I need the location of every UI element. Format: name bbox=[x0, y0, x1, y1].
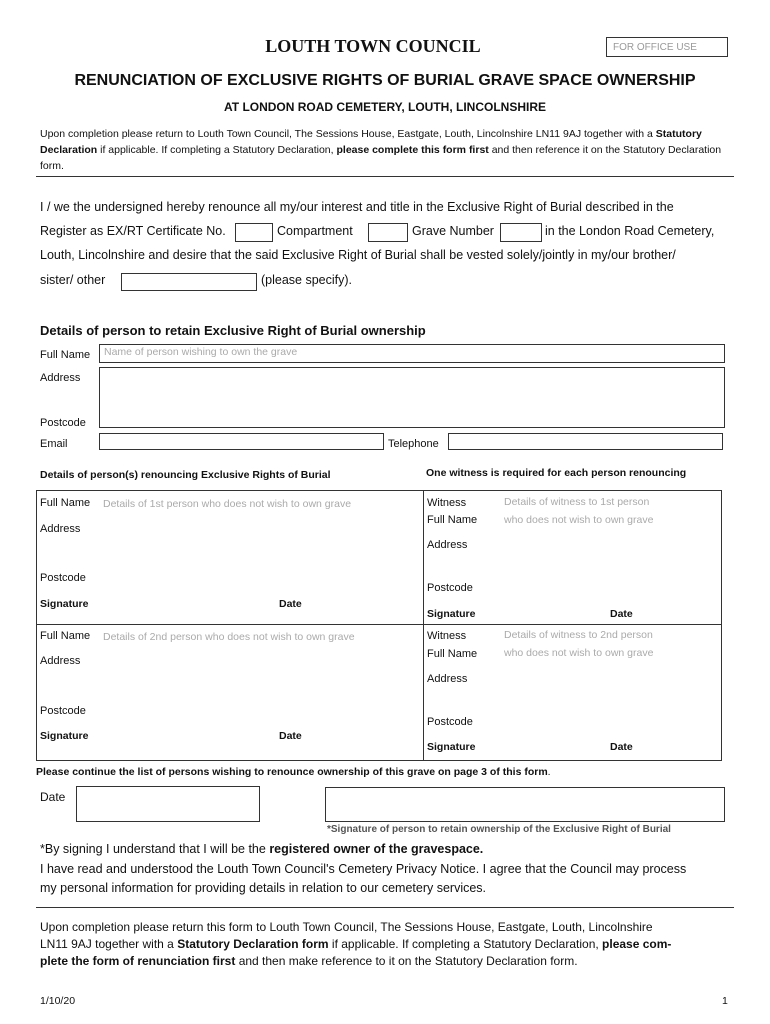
footer-line-3: plete the form of renunciation first and then make reference to it on the Statutory Declaration form. bbox=[40, 954, 578, 968]
privacy-line-1: I have read and understood the Louth Town Council's Cemetery Privacy Notice. I agree that the Council may process bbox=[40, 862, 687, 876]
person2-name-input[interactable]: Details of 2nd person who does not wish to own grave bbox=[103, 631, 355, 643]
form-heading: RENUNCIATION OF EXCLUSIVE RIGHTS OF BURIAL GRAVE SPACE OWNERSHIP bbox=[74, 72, 696, 89]
declaration-line-3: Louth, Lincolnshire and desire that the said Exclusive Right of Burial shall be vested solely/jointly in my/our brother/ bbox=[40, 248, 676, 262]
person2-postcode-label: Postcode bbox=[40, 705, 86, 717]
renouncing-table bbox=[36, 490, 722, 761]
retain-email-label: Email bbox=[40, 438, 68, 450]
other-specify-input[interactable] bbox=[121, 273, 257, 291]
intro-text: Upon completion please return to Louth Town Council, The Sessions House, Eastgate, Louth, Lincolnshire LN11 9AJ together with a Statutory Declaration if applicable. If completing a Statutory Declaration, please complete this form first and then reference it on the Statutory Declaration form. bbox=[40, 128, 722, 172]
declaration-line-2b: Compartment bbox=[277, 224, 353, 238]
witness2-full-name-label: Full Name bbox=[427, 648, 478, 660]
table-row-divider bbox=[36, 624, 722, 625]
signing-understand: *By signing I understand that I will be the registered owner of the gravespace. bbox=[40, 842, 484, 856]
witness2-signature-label: Signature bbox=[427, 741, 476, 753]
divider bbox=[36, 176, 734, 177]
declaration-line-1: I / we the undersigned hereby renounce all my/our interest and title in the Exclusive Right of Burial described in the bbox=[40, 200, 674, 214]
person1-address-label: Address bbox=[40, 523, 81, 535]
declaration-line-2a: Register as EX/RT Certificate No. bbox=[40, 224, 226, 238]
person1-date-label: Date bbox=[279, 598, 302, 610]
declaration-line-2d: in the London Road Cemetery, bbox=[545, 224, 715, 238]
office-use-box: FOR OFFICE USE bbox=[606, 37, 728, 57]
declaration-line-4a: sister/ other bbox=[40, 273, 106, 287]
retain-telephone-input[interactable] bbox=[448, 433, 723, 450]
witness1-signature-label: Signature bbox=[427, 608, 476, 620]
footer-line-2: LN11 9AJ together with a Statutory Declaration form if applicable. If completing a Statutory Declaration, please com- bbox=[40, 937, 672, 951]
privacy-line-2: my personal information for providing details in relation to our cemetery services. bbox=[40, 881, 487, 895]
retain-address-input[interactable] bbox=[99, 367, 725, 428]
retain-telephone-label: Telephone bbox=[388, 438, 439, 450]
footer-divider bbox=[36, 907, 734, 908]
witness2-placeholder-2: who does not wish to own grave bbox=[504, 647, 654, 659]
person2-date-label: Date bbox=[279, 730, 302, 742]
signing-date-input[interactable] bbox=[76, 786, 260, 822]
retain-full-name-label: Full Name bbox=[40, 349, 91, 361]
continue-note: Please continue the list of persons wishing to renounce ownership of this grave on page 3 of this form. bbox=[36, 766, 551, 778]
witness1-placeholder-2: who does not wish to own grave bbox=[504, 514, 654, 526]
retain-address-label: Address bbox=[40, 372, 81, 384]
witness2-date-label: Date bbox=[610, 741, 633, 753]
retain-email-input[interactable] bbox=[99, 433, 384, 450]
person2-signature-label: Signature bbox=[40, 730, 89, 742]
form-date: 1/10/20 bbox=[40, 995, 76, 1007]
witness1-date-label: Date bbox=[610, 608, 633, 620]
council-title: LOUTH TOWN COUNCIL bbox=[265, 36, 481, 56]
retain-heading: Details of person to retain Exclusive Right of Burial ownership bbox=[40, 323, 426, 338]
compartment-input[interactable] bbox=[368, 223, 408, 242]
declaration-line-2c: Grave Number bbox=[412, 224, 494, 238]
witness1-label: Witness bbox=[427, 497, 467, 509]
witness2-placeholder-1[interactable]: Details of witness to 2nd person bbox=[504, 629, 653, 641]
retain-full-name-input[interactable] bbox=[99, 344, 725, 363]
signing-date-label: Date bbox=[40, 790, 66, 804]
witness1-placeholder-1[interactable]: Details of witness to 1st person bbox=[504, 496, 650, 508]
page-number: 1 bbox=[722, 995, 728, 1007]
grave-number-input[interactable] bbox=[500, 223, 542, 242]
witness2-label: Witness bbox=[427, 630, 467, 642]
retain-postcode-label: Postcode bbox=[40, 417, 86, 429]
witness1-address-label: Address bbox=[427, 539, 468, 551]
person1-signature-label: Signature bbox=[40, 598, 89, 610]
form-subheading: AT LONDON ROAD CEMETERY, LOUTH, LINCOLNSHIRE bbox=[224, 100, 546, 114]
certificate-number-input[interactable] bbox=[235, 223, 273, 242]
signature-caption: *Signature of person to retain ownership of the Exclusive Right of Burial bbox=[327, 824, 671, 835]
person1-postcode-label: Postcode bbox=[40, 572, 86, 584]
witness2-address-label: Address bbox=[427, 673, 468, 685]
witness1-postcode-label: Postcode bbox=[427, 582, 473, 594]
person1-name-input[interactable]: Details of 1st person who does not wish to own grave bbox=[103, 498, 352, 510]
retain-signature-input[interactable] bbox=[325, 787, 725, 822]
declaration-line-4b: (please specify). bbox=[261, 273, 353, 287]
table-divider bbox=[423, 490, 424, 761]
person1-full-name-label: Full Name bbox=[40, 497, 91, 509]
person2-address-label: Address bbox=[40, 655, 81, 667]
witness2-postcode-label: Postcode bbox=[427, 716, 473, 728]
witness1-full-name-label: Full Name bbox=[427, 514, 478, 526]
retain-name-placeholder: Name of person wishing to own the grave bbox=[104, 346, 298, 358]
person2-full-name-label: Full Name bbox=[40, 630, 91, 642]
witness-heading: One witness is required for each person renouncing bbox=[426, 467, 687, 479]
footer-line-1: Upon completion please return this form to Louth Town Council, The Sessions House, Eastgate, Louth, Lincolnshire bbox=[40, 920, 653, 934]
renouncing-heading: Details of person(s) renouncing Exclusive Rights of Burial bbox=[40, 469, 331, 481]
